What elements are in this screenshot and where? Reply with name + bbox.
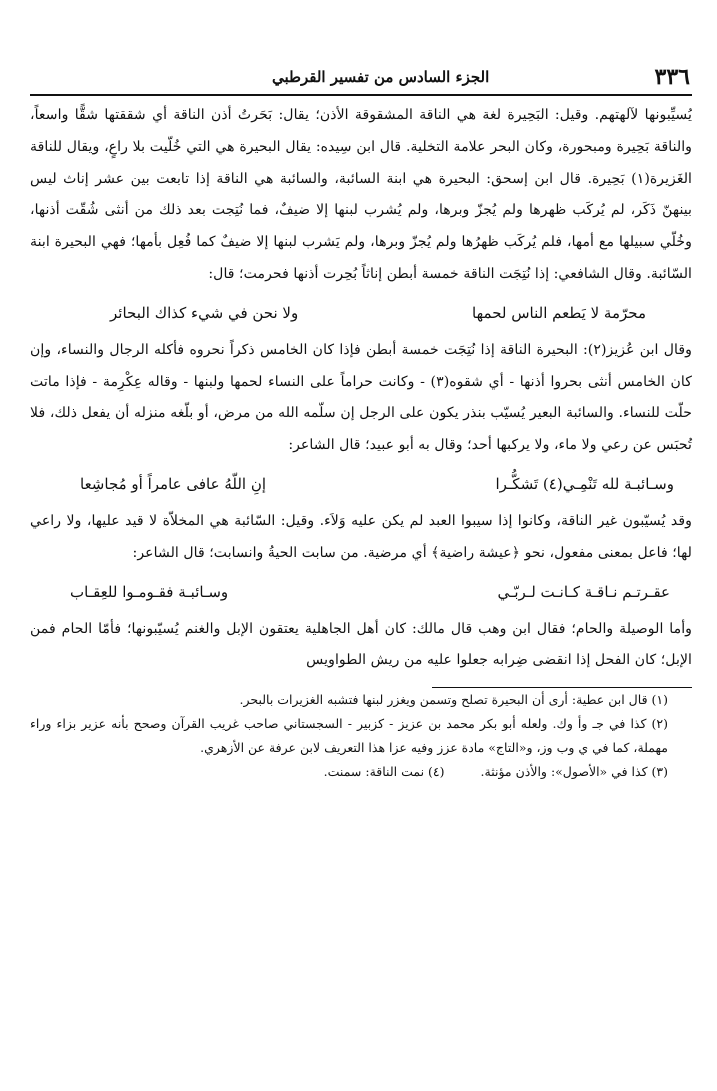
verse-second-hemistich: إنِ اللّهُ عافى عامراً أو مُجاشِعا — [80, 474, 267, 493]
verse-second-hemistich: وسـائبـة فقـومـوا للعِقـاب — [70, 582, 229, 601]
footnote: (١) قال ابن عطية: أرى أن البحيرة تصلح وتسمن ويغزر لبنها فتشبه الغزيرات بالبحر. — [239, 692, 668, 708]
verse — [30, 570, 692, 614]
paragraph: وأما الوصيلة والحام؛ فقال ابن وهب قال مالك: كان أهل الجاهلية يعتقون الإبل والغنم يُسيّبونها؛ فأمّا الحام فمن الإبل؛ كان الفحل إذا انقضى ضِرابه جعلوا عليه من ريش الطواويس — [30, 620, 692, 669]
paragraph: يُسيِّبونها لآلهتهم. وقيل: البَحِيرة لغة هي الناقة المشقوقة الأذن؛ يقال: بَحَرتُ أذن الناقة أي شققتها شقًّا واسعاً، والناقة بَحِيرة ومبحورة، وكان البحر علامة التخلية. قال ابن سِيده: يقال البحيرة هي التي خُلّيت بلا راعٍ، ويقال للناقة الغَزيرة(١) بَحِيرة. قال ابن إسحق: البحيرة هي ابنة السائبة، والسائبة هي الناقة إذا تابعت بين عشر إناث ليس بينهنّ ذَكَر، لم يُركَب ظهرها ولم يُجزّ وبرها، ولم يُشرب لبنها إلا ضيفٌ، فما نُتِجت بعد ذلك من أنثى شُقّت أذنها، وخُلّي سبيلها مع أمها، فلم يُركَب ظهرُها ولم يُجزّ وبرها، ولم يَشرب لبنها إلا ضيفٌ كما فُعِل بأمها؛ فهي البحيرة ابنة السّائبة. وقال الشافعي: إذا نُتِجَت الناقة خمسة أبطن إناثاً بُحِرت أذنها فحرمت؛ قال: — [30, 107, 692, 282]
verse-first-hemistich: وسـائبـة لله تَنْمِـي(٤) تَشكُّـرا — [495, 474, 674, 493]
page-header — [30, 60, 692, 96]
page — [30, 60, 692, 784]
verse-first-hemistich: محرّمة لا يَطعم الناس لحمها — [472, 303, 646, 322]
footnote: (٢) كذا في جـ وأ وك. ولعله أبو بكر محمد بن عزيز - كزبير - السجستاني صاحب غريب القرآن وصحح بأنه عزير بزاء وراء مهملة، كما في ي وب وز، و«التاج» مادة عزز وفيه عزا هذا التعريف لابن عرفة عن الأزهري. — [30, 716, 668, 756]
verse — [30, 462, 692, 506]
footnote: (٤) نمت الناقة: سمنت. — [323, 764, 445, 780]
page-number: ٣٣٦ — [654, 64, 690, 90]
footnote-line — [30, 760, 692, 784]
verse — [30, 291, 692, 335]
paragraph: وقال ابن عُزيز(٢): البحيرة الناقة إذا نُتِجَت خمسة أبطن فإذا كان الخامس ذكراً نحروه فأكله الرجال والنساء، وإن كان الخامس أنثى بحروا أذنها - أي شقوه(٣) - وكانت حراماً على النساء لحمها ولبنها - وقاله عِكْرِمة - فإذا ماتت حلّت للنساء. والسائبة البعير يُسيّب بنذر يكون على الرجل إن سلّمه الله من مرض، أو بلّغه منزله أن يفعل ذلك، فلا تُحبَس عن رعي ولا ماء، ولا يركبها أحد؛ وقال به أبو عبيد؛ قال الشاعر: — [30, 341, 693, 454]
verse-second-hemistich: ولا نحن في شيء كذاك البحائر — [110, 303, 299, 322]
running-title: الجزء السادس من تفسير القرطبي — [272, 68, 490, 86]
paragraph: وقد يُسيّبون غير الناقة، وكانوا إذا سيبوا العبد لم يكن عليه وَلاَء. وقيل: السّائبة هي المخلاّة لا قيد عليها، ولا راعي لها؛ فاعل بمعنى مفعول، نحو ﴿عيشة راضية﴾ أي مرضية. من سابت الحيةُ وانسابت؛ قال الشاعر: — [30, 512, 692, 561]
verse-first-hemistich: عقـرتـم نـاقـة كـانـت لـربّـي — [497, 582, 670, 601]
footnote: (٣) كذا في «الأصول»: والأذن مؤنثة. — [480, 764, 668, 780]
